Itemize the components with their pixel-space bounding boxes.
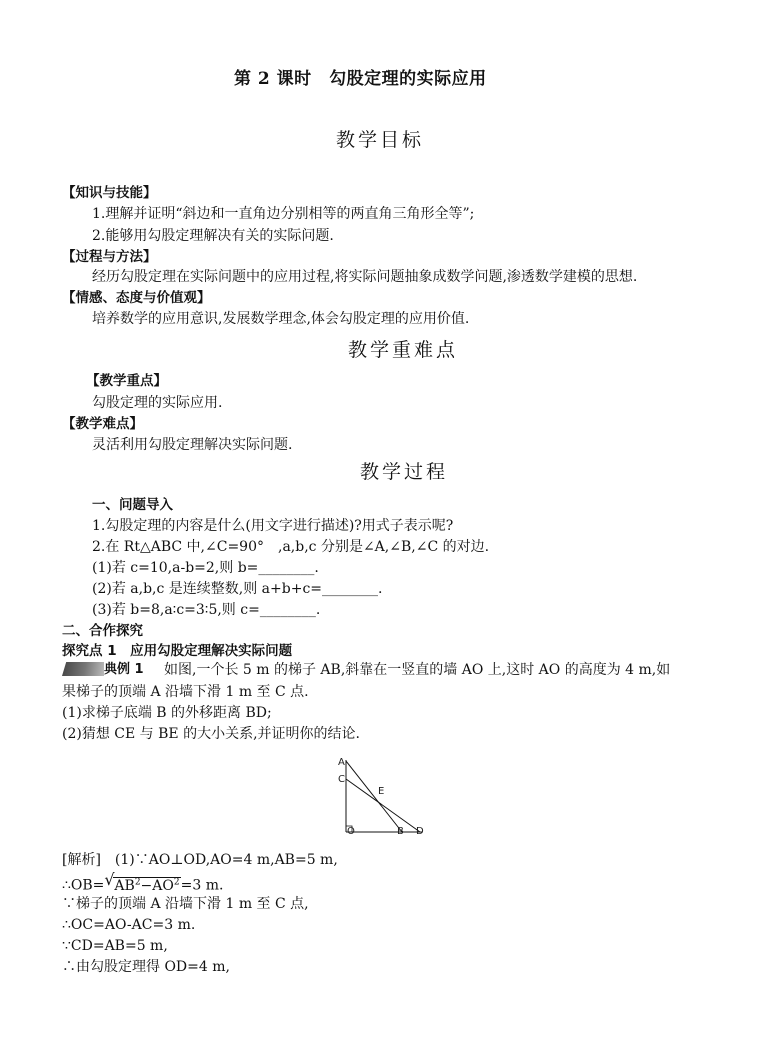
question-2-part-1: (1)若 c=10,a-b=2,则 b=________. (92, 560, 319, 576)
heading-problem-intro: 一、问题导入 (92, 497, 173, 513)
question-2-part-2: (2)若 a,b,c 是连续整数,则 a+b+c=________. (92, 581, 383, 597)
example-text-line-1: 如图,一个长 5 m 的梯子 AB,斜靠在一竖直的墙 AO 上,这时 AO 的高度为 4 m,如 (150, 662, 671, 678)
label-o: O (347, 826, 355, 837)
example-question-1: (1)求梯子底端 B 的外移距离 BD; (62, 705, 272, 721)
sqrt-expression (104, 870, 180, 895)
goal-line-4: 培养数学的应用意识,发展数学理念,体会勾股定理的应用价值. (92, 311, 470, 327)
question-2-part-3: (3)若 b=8,a∶c=3∶5,则 c=________. (92, 602, 321, 618)
ladder-ab (346, 761, 402, 832)
section-heading-goals: 教学目标 (336, 129, 425, 151)
example-banner-icon (62, 662, 104, 676)
solution-ob-prefix: ∴OB= (62, 877, 105, 894)
heading-attitudes-values: 【情感、态度与价值观】 (62, 290, 211, 306)
solution-line-5: ∵CD=AB=5 m, (62, 938, 168, 954)
label-a: A (338, 757, 345, 768)
example-label: 典例 1 (104, 662, 144, 677)
question-2: 2.在 Rt△ABC 中,∠C=90° ,a,b,c 分别是∠A,∠B,∠C 的对边. (92, 539, 490, 555)
label-e: E (378, 786, 385, 797)
solution-line-1: [解析] (1)∵AO⊥OD,AO=4 m,AB=5 m, (62, 852, 338, 868)
heading-process-methods: 【过程与方法】 (62, 249, 157, 265)
heading-knowledge-skills: 【知识与技能】 (62, 185, 157, 201)
page-title: 第 2 课时 勾股定理的实际应用 (234, 69, 487, 89)
sqrt-exp-1: 2 (134, 877, 141, 887)
label-b: B (397, 826, 404, 837)
goal-line-1: 1.理解并证明“斜边和一直角边分别相等的两直角三角形全等”; (92, 206, 475, 222)
heading-inquiry-point-1: 探究点 1 应用勾股定理解决实际问题 (62, 643, 293, 659)
sqrt-sign-icon: √ (104, 870, 115, 889)
goal-line-2: 2.能够用勾股定理解决有关的实际问题. (92, 228, 334, 244)
sqrt-exp-2: 2 (173, 877, 180, 887)
goal-line-3: 经历勾股定理在实际问题中的应用过程,将实际问题抽象成数学问题,渗透数学建模的思想. (92, 269, 638, 285)
ladder-figure (320, 750, 440, 840)
solution-line-4: ∴OC=AO-AC=3 m. (62, 917, 196, 933)
section-heading-key-points: 教学重难点 (348, 339, 459, 361)
question-1: 1.勾股定理的内容是什么(用文字进行描述)?用式子表示呢? (92, 518, 454, 534)
solution-line-2 (62, 870, 224, 895)
sqrt-ao: −AO (140, 877, 174, 894)
section-heading-process: 教学过程 (360, 461, 449, 483)
difficulty-text: 灵活利用勾股定理解决实际问题. (92, 437, 293, 453)
sqrt-ab: AB (114, 877, 135, 894)
solution-ob-result: =3 m. (180, 877, 224, 894)
heading-cooperative-inquiry: 二、合作探究 (62, 623, 143, 639)
example-question-2: (2)猜想 CE 与 BE 的大小关系,并证明你的结论. (62, 726, 360, 742)
heading-difficulty: 【教学难点】 (62, 416, 143, 432)
label-c: C (338, 774, 345, 785)
solution-line-6: ∴由勾股定理得 OD=4 m, (62, 959, 230, 975)
key-point-text: 勾股定理的实际应用. (92, 395, 223, 411)
heading-key-point: 【教学重点】 (86, 373, 167, 389)
example-text-line-2: 果梯子的顶端 A 沿墙下滑 1 m 至 C 点. (62, 684, 309, 700)
label-d: D (416, 826, 424, 837)
solution-line-3: ∵梯子的顶端 A 沿墙下滑 1 m 至 C 点, (62, 896, 309, 912)
